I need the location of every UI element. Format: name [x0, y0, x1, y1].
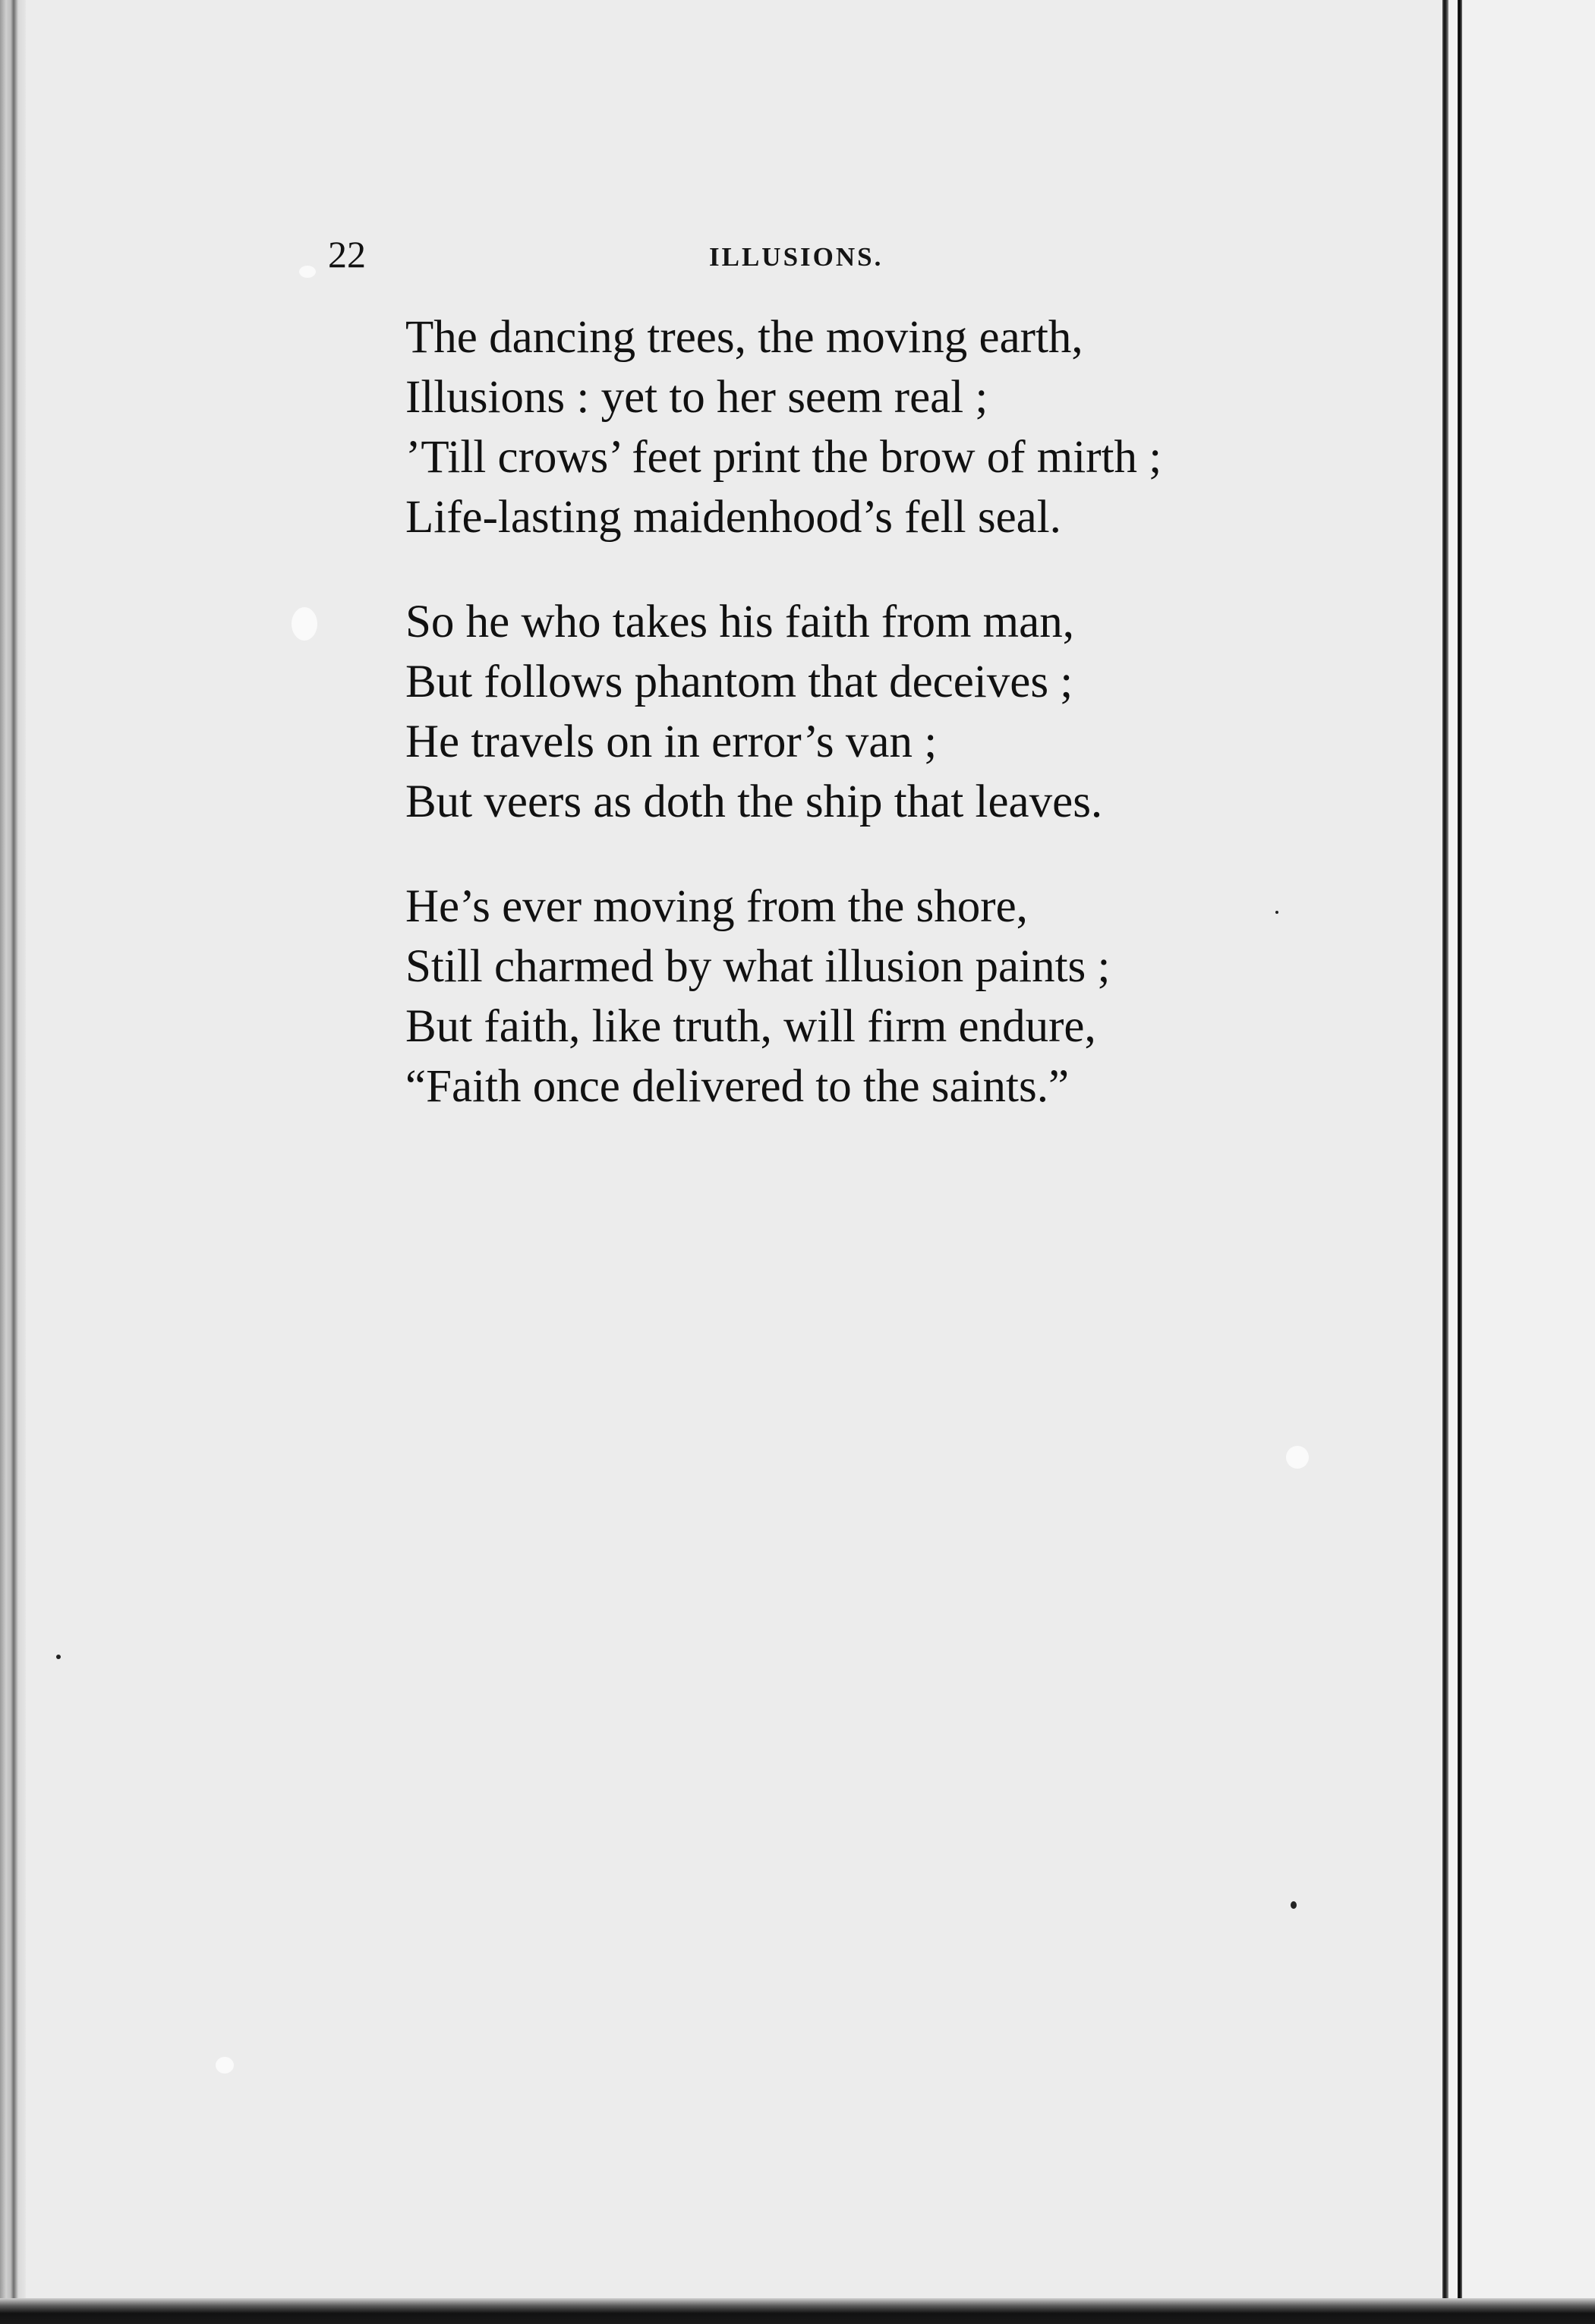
poem-line: So he who takes his faith from man,: [405, 597, 1074, 647]
poem-line: The dancing trees, the moving earth,: [405, 312, 1083, 363]
poem-line: But follows phantom that deceives ;: [405, 657, 1073, 707]
poem-line: Life-lasting maidenhood’s fell seal.: [405, 492, 1061, 543]
stanza-1: [405, 307, 1392, 547]
bottom-edge-shadow: [0, 2298, 1595, 2324]
poem-line: He travels on in error’s van ;: [405, 716, 938, 767]
poem-line: Illusions : yet to her seem real ;: [405, 372, 988, 423]
stanza-3: [405, 877, 1392, 1116]
paper-speck: [292, 607, 317, 641]
poem-line: “Faith once delivered to the saints.”: [405, 1061, 1070, 1112]
header-title: ILLUSIONS.: [709, 242, 884, 272]
running-head: [26, 228, 1442, 281]
paper-speck: [1286, 1446, 1309, 1469]
page-edge-shadow: [1458, 0, 1462, 2324]
page-number: 22: [328, 233, 366, 276]
paper-speck: [1275, 911, 1278, 914]
paper-speck: [56, 1655, 61, 1659]
binding-edge: [0, 0, 26, 2324]
paper-speck: [216, 2057, 234, 2074]
poem-line: But faith, like truth, will firm endure,: [405, 1001, 1096, 1052]
poem: [405, 307, 1392, 1161]
poem-line: But veers as doth the ship that leaves.: [405, 776, 1103, 827]
page-edge-shadow: [1442, 0, 1448, 2324]
poem-line: Still charmed by what illusion paints ;: [405, 941, 1111, 992]
stanza-2: [405, 592, 1392, 832]
fore-edge: [1442, 0, 1595, 2324]
page-body: [26, 0, 1442, 2298]
paper-speck: [299, 266, 316, 278]
paper-speck: [1291, 1901, 1297, 1909]
poem-line: He’s ever moving from the shore,: [405, 881, 1028, 932]
poem-line: ’Till crows’ feet print the brow of mirth ;: [405, 432, 1162, 483]
